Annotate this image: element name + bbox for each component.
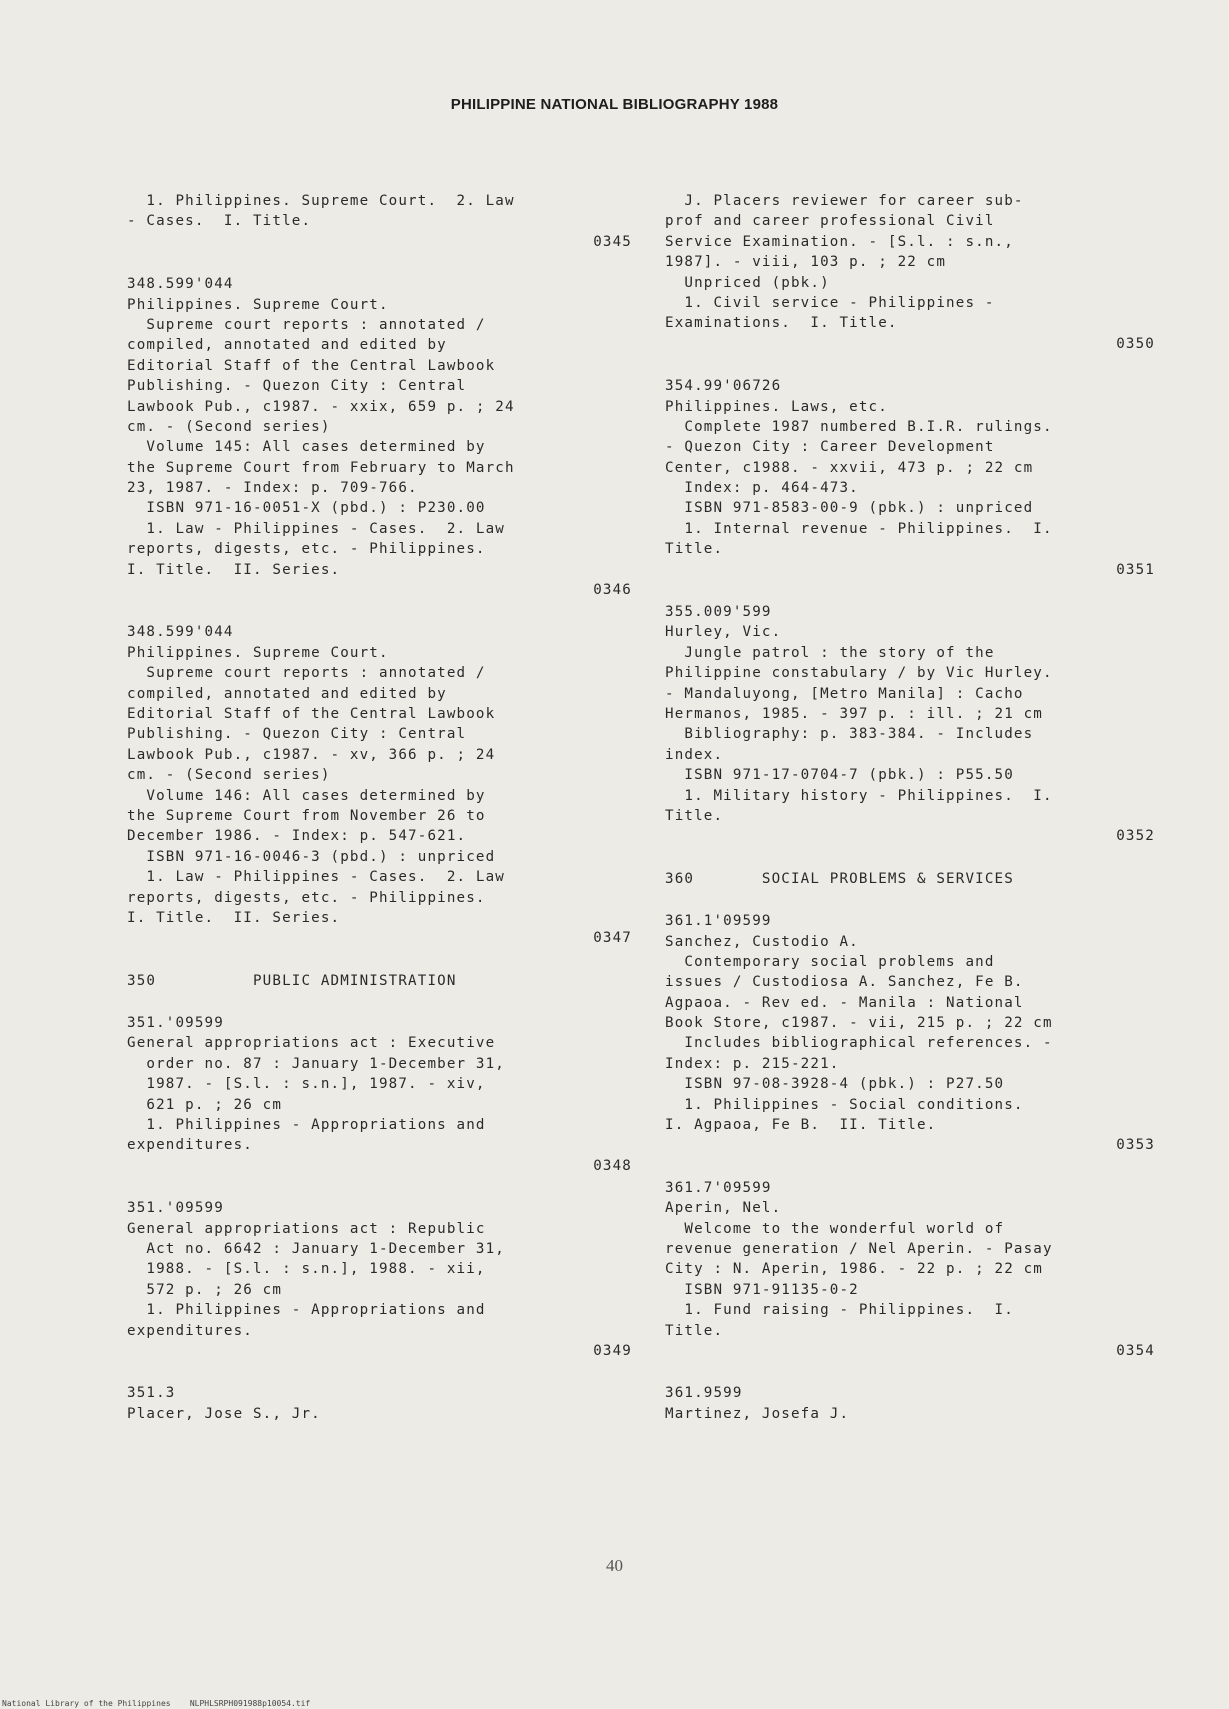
- entry-line: prof and career professional Civil: [665, 213, 995, 230]
- bibliography-entry: [127, 191, 632, 252]
- bibliography-entry: [665, 602, 1155, 847]
- entry-line: ISBN 971-16-0051-X (pbd.) : P230.00: [127, 500, 486, 517]
- entry-line: Title.: [665, 541, 724, 558]
- entry-line: compiled, annotated and edited by: [127, 685, 447, 702]
- entry-line: - Quezon City : Career Development: [665, 439, 995, 456]
- entry-number: 0347: [593, 930, 632, 947]
- bibliography-entry: [127, 622, 632, 948]
- entry-line: Agpaoa. - Rev ed. - Manila : National: [665, 994, 1024, 1011]
- entry-line: ISBN 97-08-3928-4 (pbk.) : P27.50: [665, 1076, 1005, 1093]
- entry-line: Complete 1987 numbered B.I.R. rulings.: [665, 418, 1053, 435]
- entry-line: order no. 87 : January 1-December 31,: [127, 1055, 505, 1072]
- entry-line: Placer, Jose S., Jr.: [127, 1405, 321, 1422]
- entry-line: Philippine constabulary / by Vic Hurley.: [665, 665, 1053, 682]
- entry-line: Publishing. - Quezon City : Central: [127, 726, 467, 743]
- entry-line: Sanchez, Custodio A.: [665, 933, 859, 950]
- entry-line: Center, c1988. - xxvii, 473 p. ; 22 cm: [665, 459, 1034, 476]
- entry-line: Supreme court reports : annotated /: [127, 316, 486, 333]
- entry-line: expenditures.: [127, 1322, 253, 1339]
- entry-line: Philippines. Supreme Court.: [127, 296, 389, 313]
- entry-number: 0350: [1116, 335, 1155, 352]
- entry-line: 354.99'06726: [665, 378, 782, 395]
- entry-line: 355.009'599: [665, 604, 772, 621]
- entry-line: 572 p. ; 26 cm: [127, 1281, 283, 1298]
- entry-number: 0353: [1116, 1137, 1155, 1154]
- entry-line: 351.'09599: [127, 1200, 224, 1217]
- bibliography-entry: [665, 911, 1155, 1156]
- entry-line: 361.1'09599: [665, 913, 772, 930]
- bibliography-entry: [127, 971, 632, 991]
- entry-number: 0352: [1116, 828, 1155, 845]
- entry-line: issues / Custodiosa A. Sanchez, Fe B.: [665, 974, 1024, 991]
- entry-line: 1. Internal revenue - Philippines. I.: [665, 520, 1053, 537]
- entry-line: Volume 146: All cases determined by: [127, 787, 486, 804]
- entry-line: ISBN 971-16-0046-3 (pbd.) : unpriced: [127, 848, 496, 865]
- entry-line: Philippines. Laws, etc.: [665, 398, 888, 415]
- bibliography-entry: [127, 1383, 632, 1424]
- entry-line: Welcome to the wonderful world of: [665, 1220, 1005, 1237]
- entry-line: Volume 145: All cases determined by: [127, 439, 486, 456]
- entry-line: Unpriced (pbk.): [665, 274, 830, 291]
- scan-source-footer: National Library of the Philippines NLPHLSRPH091988p10054.tif: [2, 1699, 311, 1708]
- bibliography-entry: [665, 191, 1155, 354]
- entry-line: Hurley, Vic.: [665, 624, 782, 641]
- entry-line: 1987]. - viii, 103 p. ; 22 cm: [665, 254, 947, 271]
- entry-number: 0354: [1116, 1342, 1155, 1359]
- entry-number: 0351: [1116, 561, 1155, 578]
- entry-line: - Cases. I. Title.: [127, 213, 312, 230]
- entry-line: 1. Philippines. Supreme Court. 2. Law: [127, 193, 515, 209]
- entry-line: 1. Fund raising - Philippines. I.: [665, 1302, 1014, 1319]
- entry-line: 1. Military history - Philippines. I.: [665, 787, 1053, 804]
- bibliography-entry: [665, 1383, 1155, 1424]
- entry-line: Book Store, c1987. - vii, 215 p. ; 22 cm: [665, 1015, 1053, 1032]
- entry-line: General appropriations act : Republic: [127, 1220, 486, 1237]
- entry-line: - Mandaluyong, [Metro Manila] : Cacho: [665, 685, 1024, 702]
- left-column: [127, 191, 632, 1446]
- entry-line: Bibliography: p. 383-384. - Includes: [665, 726, 1034, 743]
- entry-line: Title.: [665, 1322, 724, 1339]
- entry-line: ISBN 971-17-0704-7 (pbk.) : P55.50: [665, 767, 1014, 784]
- bibliography-entry: [665, 1178, 1155, 1362]
- entry-line: Index: p. 215-221.: [665, 1055, 840, 1072]
- entry-line: Title.: [665, 807, 724, 824]
- entry-number: 0349: [593, 1342, 632, 1359]
- entry-line: December 1986. - Index: p. 547-621.: [127, 828, 467, 845]
- entry-line: Lawbook Pub., c1987. - xv, 366 p. ; 24: [127, 746, 496, 763]
- right-column: [665, 191, 1155, 1446]
- page-number: 40: [606, 1556, 623, 1575]
- entry-line: revenue generation / Nel Aperin. - Pasay: [665, 1240, 1053, 1257]
- entry-line: 351.3: [127, 1385, 176, 1402]
- entry-line: Jungle patrol : the story of the: [665, 644, 995, 661]
- bibliography-entry: [127, 1198, 632, 1361]
- entry-line: I. Title. II. Series.: [127, 909, 341, 926]
- entry-line: Editorial Staff of the Central Lawbook: [127, 705, 496, 722]
- entry-line: 621 p. ; 26 cm: [127, 1096, 283, 1113]
- entry-line: the Supreme Court from February to March: [127, 459, 515, 476]
- entry-line: cm. - (Second series): [127, 767, 331, 784]
- entry-line: compiled, annotated and edited by: [127, 337, 447, 354]
- entry-line: Aperin, Nel.: [665, 1200, 782, 1217]
- entry-line: 1. Philippines - Appropriations and: [127, 1117, 486, 1134]
- entry-line: 348.599'044: [127, 276, 234, 293]
- entry-line: City : N. Aperin, 1986. - 22 p. ; 22 cm: [665, 1261, 1043, 1278]
- entry-number: 0348: [593, 1157, 632, 1174]
- entry-line: reports, digests, etc. - Philippines.: [127, 889, 486, 906]
- bibliography-entry: [665, 869, 1155, 889]
- entry-line: 351.'09599: [127, 1015, 224, 1032]
- entry-number: 0345: [593, 233, 632, 250]
- entry-line: 361.7'09599: [665, 1179, 772, 1196]
- entry-line: Hermanos, 1985. - 397 p. : ill. ; 21 cm: [665, 705, 1043, 722]
- entry-line: I. Title. II. Series.: [127, 561, 341, 578]
- entry-line: 23, 1987. - Index: p. 709-766.: [127, 480, 418, 497]
- entry-line: the Supreme Court from November 26 to: [127, 807, 486, 824]
- entry-number: 0346: [593, 582, 632, 599]
- entry-line: ISBN 971-8583-00-9 (pbk.) : unpriced: [665, 500, 1034, 517]
- entry-line: Martinez, Josefa J.: [665, 1405, 850, 1422]
- entry-line: Examinations. I. Title.: [665, 315, 898, 332]
- entry-line: 361.9599: [665, 1385, 743, 1402]
- entry-line: Service Examination. - [S.l. : s.n.,: [665, 233, 1014, 250]
- entry-line: 1988. - [S.l. : s.n.], 1988. - xii,: [127, 1261, 486, 1278]
- entry-line: cm. - (Second series): [127, 418, 331, 435]
- entry-line: 350 PUBLIC ADMINISTRATION: [127, 972, 457, 989]
- entry-line: I. Agpaoa, Fe B. II. Title.: [665, 1117, 937, 1134]
- entry-line: reports, digests, etc. - Philippines.: [127, 541, 486, 558]
- entry-line: ISBN 971-91135-0-2: [665, 1281, 859, 1298]
- bibliography-entry: [127, 274, 632, 600]
- entry-line: Publishing. - Quezon City : Central: [127, 378, 467, 395]
- entry-line: 1. Law - Philippines - Cases. 2. Law: [127, 520, 505, 537]
- entry-line: Index: p. 464-473.: [665, 480, 859, 497]
- entry-line: Lawbook Pub., c1987. - xxix, 659 p. ; 24: [127, 398, 515, 415]
- entry-line: J. Placers reviewer for career sub-: [665, 193, 1024, 209]
- entry-line: 1. Civil service - Philippines -: [665, 294, 995, 311]
- entry-line: 1. Philippines - Appropriations and: [127, 1302, 486, 1319]
- entry-line: 1987. - [S.l. : s.n.], 1987. - xiv,: [127, 1076, 486, 1093]
- entry-line: Act no. 6642 : January 1-December 31,: [127, 1240, 505, 1257]
- entry-line: Contemporary social problems and: [665, 953, 995, 970]
- bibliography-entry: [665, 376, 1155, 580]
- entry-line: Supreme court reports : annotated /: [127, 665, 486, 682]
- bibliography-entry: [127, 1013, 632, 1176]
- entry-line: Philippines. Supreme Court.: [127, 644, 389, 661]
- entry-line: 360 SOCIAL PROBLEMS & SERVICES: [665, 870, 1014, 887]
- entry-line: 1. Philippines - Social conditions.: [665, 1096, 1024, 1113]
- page-title: PHILIPPINE NATIONAL BIBLIOGRAPHY 1988: [450, 96, 779, 113]
- entry-line: General appropriations act : Executive: [127, 1035, 496, 1052]
- entry-line: 348.599'044: [127, 624, 234, 641]
- entry-line: expenditures.: [127, 1137, 253, 1154]
- entry-line: 1. Law - Philippines - Cases. 2. Law: [127, 869, 505, 886]
- entry-line: index.: [665, 746, 724, 763]
- entry-line: Includes bibliographical references. -: [665, 1035, 1053, 1052]
- entry-line: Editorial Staff of the Central Lawbook: [127, 357, 496, 374]
